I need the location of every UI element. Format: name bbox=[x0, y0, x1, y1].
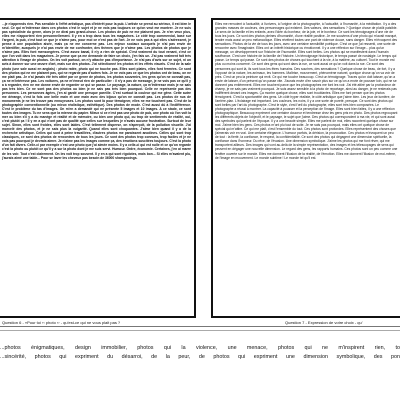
caption-line-1: ...photos énigmatiques, design immobilier, photos qui la violence, une menace, photos qui ne m'inspirent rien, to bbox=[0, 345, 400, 351]
footer-left-note: Question 6 - «Pour toi ‹‹ photo ›› - qu'est-ce qui ne vous plait pas ? bbox=[2, 320, 121, 325]
left-page-text: ...je n'apprends rien. Pas sensible à l'effet artistique, pas d'intérêt pour la pub. L'artiste se prend au sérieux, il est bien le seul. Ce qui m'intéresse dans ces photos c'est le sujet et je ne vois pas toujours ce qu'on veut me montrer. Je ne suis pas spécialiste du genre, alors je ne dirai pas grand-chose. Les photos de pub ne me plaisent pas. Je n'en veux plus, elles me n'apportent rien personnellement. Il y en a trop dans tous les magazines. Le côté trop commercial, basé sur l'argent, la pub, c'est tout ce que je n'aime pas, pour moi ce n'est pas de l'art. Je ne vois pas à qui elles s'adressent, je pense à une population aisée, mais ça ne me concerne pas. Les enjeux sociaux auxquels je n'ai pas envie de m'identifier, auxquels je n'ai pas envie de me confronter, des thèmes que je n'aime pas. Les photos de photos que je n'aime pas. Elles font mensongères. C'est assez banal, il n'y a rien de spécial. C'est vraiment du tout venant, c'est ce que l'on voit dans les magazines. Je pense que ça me demande de faire un choix, j'en fais un. J'ai pas vraiment fait très attention à l'image de photos. On les voit partout, on n'y attache pas d'importance. Je n'ai pas d'avis sur ce sujet, ni un avis à donner sur une œuvre d'art, mais sur des photos. J'ai sélectionné les photos et les effets visuels. C'est de la sale photo (une sale aussi en anglais) : photo ratée, photo qui ne touche pas. Elles sont plates, elles font fermées. Ce sont des photos qui ne me plaisent pas, qui ne regarde pas d'autres fois. Je ne vois pas ce que les photos ont de beau, on ne me plait pas. Je n'ai jamais été très attiré par ce genre de photos, les photos souvenirs, les gens qu'on ne connaît pas, ça ne m'intéresse pas. Les voitures, ça ne m'émeut rien de particulier : il n'y a pas de message, je ne vois pas ce qu'il y a à regarder, rien ne me donne envie de regarder ce qui se passe. Le paysage, la nature, ça m'intéresse mais je ne sais pas très bien. Ce ne sont pas des photos ou bien je ne sais pas très bien pourquoi. Celle ne représente pas des personnes. Les personnes âgées, j'en ai gardé une presque pareille. C'est surtout la couleur qui me gêne. Cette autre me dérange, c'est la fois une belle main et une main avec des bijoux qu'on ne connaît pas. Les photos de nus de monuments je ne les trouve pas ennuyeuses. Les photos sont là pour témoigner, elles ne me touchent pas. C'est de la photographie conventionnelle (ou mieux réalistique, esthétique). Des photos de mode. C'est aussi dû à l'indifférence. C'est le problème du tas d'images. On m'en a demandé qui ne présente 5 images et 10 images. A ce stade, ce sont toutes des images. Tu ne sens que la mienne du papier. Mieux si ce n'est pas une photo de pub, une photo où l'on voit la mer ou bien s'il y a du manège et réalité et de mémoire, ou bien une photo qui, ou trop de sentiments de réalité, oui, c'est plutôt ça ! Il y en a qui n'ont pas de qualité que celles sur lesquelles je n'avais aucune frustration. Surtout de leur sujet. Sinon, elles sont froides, elles sont laides. C'est tellement disperse, on n'aperçoit, de la pollution visuelle. J'ai morcelé des photos, et je ne sais plus la vulgarité. Quand elles sont choquantes. J'aime bien quand il y a de la recherche artistique. Celles qui sont à peine travaillées, d'autres photos me paraissent anodines. Celles qui sont trop classiques, ce sont des photos de rencontres de tous les jours. Ce sont des photos trop connues, trop faciles et je ne vois pas pourquoi je devrais aimer. Je n'aime pas les images comme ça, des émotions suscitées toujours. C'est la photo d'un fait divers. Celle-ci par exemple c'est une photo que j'ai aimée moins. Il y a celle-ci qui est nulle et ce qu'on regarde c'est la photo ou plutôt ce qu'il y a sur la photo dont je me suis servi. Humour. Ordre, économie. Certaines, j'en ai marre de les voir. Tout c'est clairement. On les voit trop souvent. Il y en a qui sont rigolotes, mais bon... Si elles m'avaient plu, j'aurais aimé une table... Pour se laver les cheveux pas besoin de 36000 shampooings. bbox=[2, 22, 191, 160]
footer-rule-secondary bbox=[0, 330, 400, 331]
right-page-frame bbox=[211, 18, 400, 318]
caption-line-2: ...sincérité, photos qui expriment du désarroi, de la peur, de photos qui expriment une dimension symbolique, des pon bbox=[0, 354, 400, 360]
right-page-text: Elles me renvoient à l'actualité, à l'univers, à l'origine de la photographie, à l'actualité, à l'humanité, à la méditation. Il y a des grandes masses de couleurs, des personnages qui existent. Des valeurs, des sensations ? Quelque chose de plutôt paisible. Le sens de la famille et les enfants, avec l'idée du bonheur, de la joie, et le bonheur. Ce sont les témoignages d'une vie de tous les jours. Ce sont des photos pleines d'humanité, d'une réalité positive. Je me souviens d'une photo qui m'avait marqué, tendre mais aussi un peu mélancolique. Elles révèlent toutes une part de violence douce, sans danger. Elles m'évoquent des sensations. Photos de la vie de tous les jours, avec une certaine sensibilité poétique. C'est ce que j'ai ressenti, une sorte de rencontre avec l'imaginaire. Elles ont un intérêt historique ou émotionnel. Il y a une réflexion sur l'image... plus qu'un message, un développement sur l'histoire de l'humanité. Elles sont belles. Les photos qui se manifestent dans l'humain souffrance. C'est une histoire de la famille de l'histoire. Un témoignage historique, le temps passé de nostalgie. Le temps qui passe. Le temps qui passe. Ce sont des photos de choses qui touchent à la vie, à la matière, au culturel. Tout le monde est plus ou moins concerné. Ce sont des gens qui sont dans la rue, ce sont aussi ce qu'on voit dans la rue. Ce sont des personnes qui sont là, ils sont tous les êtres humains. Des sourires, des sensations ? Quelque chose de beau, de fort, il y a l'opposé de la nature, les animaux, les hommes. Maîtrise, mouvement, phénomène naturel, quelque chose qu'on va voir de près. C'est un peu la peinture qui revit. Ce qui me touche beaucoup. C'est un témoignage. Traces qu'on doit laisser, qu'on a envie de laisser, d'un présent qu'on passe vite. J'aurais envie d'en savoir plus sur ce qu'on a envie de pousser loin, qui ne se donnent pas entièrement. Elles me touchent parce que les photographes me font les voir. J'ai été attiré par la profondeur de champ, je ne sais pas vraiment pourquoi. Je suis assez sensible à la photo de reportage, ainsi au danger, je ne resterais pas indifférent devant ces images. Ça montre quelque chose, elles sont troublantes. Elles me font penser que les photos témoignent. C'est la spontanéité des gens. Un côté hyper réaliste, le côté artistique que j'aime bien. Les jeux de lumière, de l'arrière-plan. L'éclairage est important. Les couleurs, les noirs, il y a une sorte de pureté, presque. Ce sont des photos qui sont belles par l'art du photographe. C'est le style, c'est l'œil du photographe, elles sont très bien composées. Le photographe a réussi à montrer. La capacité à pousser et la perception de l'image. Elles sont bien faites, il y a une réflexion photographique. Beaucoup expriment une certaine douceur et tendresse chez les gens pris en photo. Des photos regroupant les différents objets de l'objectif, et le paysage, le sujet que j'aime. Des photos qui correspondent à ma vie, et qui sont aussi des symboles qui parlent de l'époque. Il y a une beauté simple. Elles me parlent de moi, elles racontent quelque chose sur moi. J'aime bien les gens. Ces photos m'ont plu tout de suite. Je ne sais pas pourquoi, mais elles ont quelque chose de spécial qui m'attire. Ce qui me plaît, c'est l'ensemble du tout. Ces photos sont profondes. Elles représentent des choses que j'aimerais voir en vrai. Une certaine élégance. L'humour parfois, la dérision, la provocation. Ces photos m'évoquent un peu de tout : la fierté, la confiance, le respect, la confidentialité. Ce sont des photos qui dégagent une dimension spirituelle, la confiance dans l'honneur. Du rêve, de l'évasion. Une dimension symbolique. J'aime les photos qui me font rêver, qui me transportent ailleurs. Des images qui vont au-delà de la simple représentation, des images et les télescopages de sens qui peuvent en dégager une nouvelle dimension. Le regard des gens, les rapports humains. Ces photos sont un peu comme une fenêtre ouverte sur le monde. Elles me donnent l'illusion de la réalité, de l'émotion. Elles me donnent l'illusion de moi-même, de l'image en mouvement. Le monde subtime ! Le monde tel qu'il est. bbox=[215, 22, 398, 160]
left-page-frame bbox=[0, 18, 196, 318]
footer-right-note: Question 7 - Expression de votre choix - qu' bbox=[285, 320, 363, 325]
footer-rule bbox=[0, 326, 400, 327]
